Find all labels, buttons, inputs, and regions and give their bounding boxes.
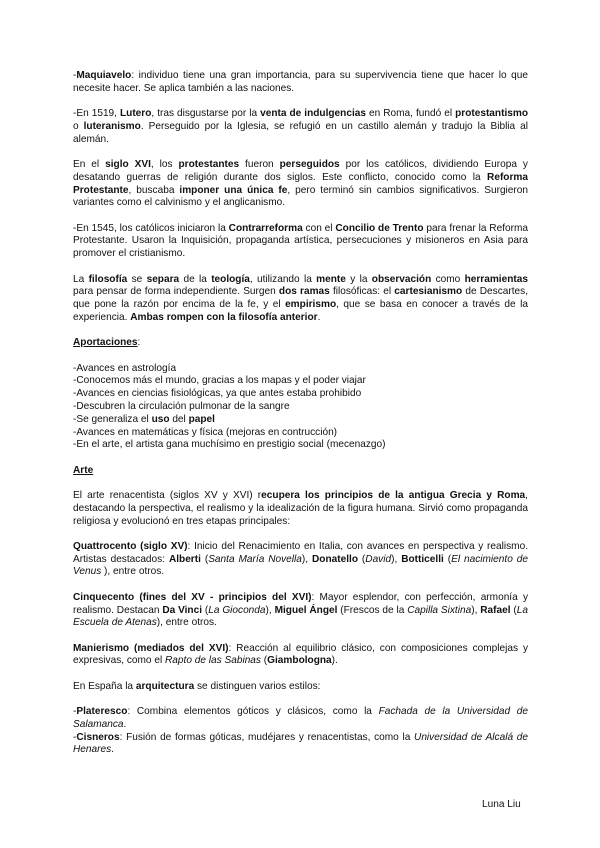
emphasis-text: filosofía xyxy=(88,273,128,285)
text-run: se xyxy=(127,273,147,285)
text-run: : individuo tiene una gran importancia, para su supervivencia tiene que hacer lo que necesite hacer. Se aplica también a las naciones. xyxy=(73,70,528,94)
text-run: -En 1545, los católicos iniciaron la xyxy=(73,222,229,234)
emphasis-text: Capilla Sixtina xyxy=(407,604,472,616)
emphasis-text: teología xyxy=(211,273,250,285)
paragraph xyxy=(73,159,528,210)
emphasis-text: Quattrocento (siglo XV) xyxy=(73,540,188,552)
text-run: con el xyxy=(302,222,336,234)
list-item xyxy=(73,439,528,452)
document-body xyxy=(73,70,528,757)
emphasis-text: Rapto de las Sabinas xyxy=(165,655,261,667)
text-run: ). xyxy=(331,655,338,667)
paragraph xyxy=(73,592,528,630)
text-run: , que se basa en conocer a través de la experiencia. xyxy=(73,299,528,323)
emphasis-text: Concilio de Trento xyxy=(335,222,424,234)
text-run: ( xyxy=(510,604,517,616)
paragraph-spacer xyxy=(73,579,528,592)
text-run: , utilizando la xyxy=(249,273,317,285)
text-run: o xyxy=(73,120,84,132)
emphasis-text: La Escuela de Atenas xyxy=(73,604,528,629)
text-run: para frenar la Reforma Protestante. Usaron la Inquisición, propaganda artística, persecuciones y misioneros en Asia para promover el cristianismo. xyxy=(73,222,529,260)
paragraph-spacer xyxy=(73,261,528,274)
text-run: : Inicio del Renacimiento en Italia, con avances en perspectiva y realismo. Artistas destacados: xyxy=(73,540,529,565)
emphasis-text: dos ramas xyxy=(278,286,330,298)
text-run: , tras disgustarse por la xyxy=(151,108,261,120)
text-run: ), xyxy=(301,553,312,565)
emphasis-text: Plateresco xyxy=(76,705,128,717)
text-run: El arte renacentista (siglos XV y XVI) r xyxy=(73,489,262,501)
paragraph xyxy=(73,490,528,528)
paragraph-spacer xyxy=(73,477,528,490)
emphasis-text: separa xyxy=(146,273,180,285)
text-run: ( xyxy=(357,553,366,565)
emphasis-text: imponer una única fe xyxy=(179,184,288,196)
text-run: -Avances en astrología xyxy=(73,362,177,374)
paragraph-spacer xyxy=(73,693,528,706)
emphasis-text: Reforma Protestante xyxy=(73,171,528,196)
emphasis-text: Da Vinci xyxy=(162,604,203,616)
paragraph xyxy=(73,732,528,758)
text-run: ( xyxy=(202,604,209,616)
paragraph xyxy=(73,223,528,261)
text-run: fueron xyxy=(239,158,280,170)
text-run: en Roma, fundó el xyxy=(365,108,456,120)
text-run: -Avances en matemáticas y física (mejoras en contrucción) xyxy=(73,426,338,438)
emphasis-text: Fachada de la Universidad de Salamanca xyxy=(73,705,528,730)
emphasis-text: uso xyxy=(151,413,170,425)
text-run: -Se generaliza el xyxy=(73,413,152,425)
text-run: de Descartes, que pone la razón por encima de la fe, y el xyxy=(73,286,529,311)
emphasis-text: Universidad de Alcalá de Henares xyxy=(73,731,528,756)
emphasis-text: Rafael xyxy=(480,604,511,616)
emphasis-text: empirismo xyxy=(285,299,337,311)
text-run: -En 1519, xyxy=(73,108,120,120)
text-run: -Descubren la circulación pulmonar de la sangre xyxy=(73,400,290,412)
text-run: . xyxy=(123,718,127,730)
emphasis-text: Lutero xyxy=(119,108,152,120)
text-run: ), xyxy=(471,604,481,616)
emphasis-text: perseguidos xyxy=(279,158,340,170)
emphasis-text: Giambologna xyxy=(267,655,332,667)
text-run: -En el arte, el artista gana muchísimo en prestigio social (mecenazgo) xyxy=(73,439,386,451)
text-run: para pensar de forma independiente. Surgen xyxy=(73,286,279,298)
text-run: del xyxy=(169,413,189,425)
text-run: : xyxy=(137,337,141,349)
text-run: y la xyxy=(345,273,372,285)
text-run: ), entre otros. xyxy=(101,566,165,578)
emphasis-text: Contrarreforma xyxy=(228,222,303,234)
paragraph-spacer xyxy=(73,96,528,109)
emphasis-text: Cisneros xyxy=(76,731,120,743)
text-run: ), xyxy=(391,553,402,565)
list-item xyxy=(73,401,528,414)
paragraph-spacer xyxy=(73,528,528,541)
paragraph xyxy=(73,643,528,669)
text-run: . Perseguido por la Iglesia, se refugió en un castillo alemán y tradujo la Biblia al alemán. xyxy=(73,120,528,145)
emphasis-text: Maquiavelo xyxy=(76,70,132,81)
text-run: : Mayor esplendor, con perfección, armonía y realismo. Destacan xyxy=(73,591,528,616)
text-run: : Combina elementos góticos y clásicos, como la xyxy=(127,705,379,717)
text-run: , destacando la perspectiva, el realismo y la idealización de la figura humana. Sirvió como propaganda religiosa y evolucionó en tres etapas principales: xyxy=(73,489,528,527)
text-run: filosóficas: el xyxy=(329,286,395,298)
text-run: ), xyxy=(265,604,275,616)
text-run: como xyxy=(431,273,465,285)
text-run: por los católicos, dividiendo Europa y desatando guerras de religión durante dos siglos. Este conflicto, conocido como la xyxy=(73,158,528,183)
text-run: de la xyxy=(179,273,212,285)
emphasis-text: Arte xyxy=(73,464,94,476)
emphasis-text: siglo XVI xyxy=(105,158,151,170)
emphasis-text: mente xyxy=(316,273,346,285)
emphasis-text: Aportaciones xyxy=(73,337,138,349)
emphasis-text: El nacimiento de Venus xyxy=(73,553,528,578)
text-run: , pero terminó sin cambios significativos. Surgieron variantes como el calvinismo y el anglicanismo. xyxy=(73,184,528,209)
paragraph-spacer xyxy=(73,452,528,465)
text-run: - xyxy=(73,70,77,81)
paragraph xyxy=(73,108,528,146)
list-item xyxy=(73,388,528,401)
paragraph-spacer xyxy=(73,146,528,159)
emphasis-text: ecupera los principios de la antigua Grecia y Roma xyxy=(261,489,526,501)
emphasis-text: venta de indulgencias xyxy=(260,108,366,120)
emphasis-text: Miguel Ángel xyxy=(274,604,338,616)
list-item xyxy=(73,363,528,376)
text-run: : Reacción al equilibrio clásico, con composiciones complejas y expresivas, como el xyxy=(73,642,528,667)
text-run: ( xyxy=(443,553,452,565)
emphasis-text: luteranismo xyxy=(83,120,141,132)
emphasis-text: protestantismo xyxy=(455,108,529,120)
paragraph-spacer xyxy=(73,668,528,681)
paragraph xyxy=(73,70,528,96)
emphasis-text: Donatello xyxy=(312,553,358,565)
paragraph-spacer xyxy=(73,350,528,363)
emphasis-text: Cinquecento (fines del XV - principios del XVI) xyxy=(73,591,312,603)
emphasis-text: Manierismo (mediados del XVI) xyxy=(73,642,229,654)
text-run: - xyxy=(73,731,77,743)
paragraph xyxy=(73,274,528,325)
text-run: : Fusión de formas góticas, mudéjares y renacentistas, como la xyxy=(119,731,415,743)
emphasis-text: Botticelli xyxy=(401,553,444,565)
section-heading xyxy=(73,337,528,350)
emphasis-text: David xyxy=(365,553,392,565)
text-run: , buscaba xyxy=(128,184,180,196)
text-run: En el xyxy=(73,158,106,170)
text-run: , los xyxy=(150,158,179,170)
emphasis-text: cartesianismo xyxy=(394,286,463,298)
paragraph-spacer xyxy=(73,630,528,643)
text-run: . xyxy=(317,311,321,323)
text-run: En España la xyxy=(73,680,136,692)
emphasis-text: Santa María Novella xyxy=(208,553,302,565)
text-run: -Conocemos más el mundo, gracias a los mapas y el poder viajar xyxy=(73,375,366,387)
paragraph xyxy=(73,681,528,694)
paragraph-spacer xyxy=(73,325,528,338)
text-run: ( xyxy=(200,553,209,565)
emphasis-text: papel xyxy=(188,413,215,425)
text-run: -Avances en ciencias fisiológicas, ya que antes estaba prohibido xyxy=(73,388,362,400)
text-run: se distinguen varios estilos: xyxy=(194,680,321,692)
text-run: - xyxy=(73,705,77,717)
text-run: (Frescos de la xyxy=(337,604,408,616)
text-run: La xyxy=(73,273,89,285)
list-item xyxy=(73,414,528,427)
text-run: ), entre otros. xyxy=(156,617,217,629)
emphasis-text: La Gioconda xyxy=(208,604,266,616)
text-run: ( xyxy=(260,655,268,667)
paragraph xyxy=(73,706,528,732)
text-run: . xyxy=(111,744,114,756)
list-item xyxy=(73,375,528,388)
emphasis-text: arquitectura xyxy=(135,680,195,692)
list-item xyxy=(73,427,528,440)
emphasis-text: Ambas rompen con la filosofía anterior xyxy=(130,311,318,323)
paragraph-spacer xyxy=(73,210,528,223)
paragraph xyxy=(73,541,528,579)
emphasis-text: protestantes xyxy=(178,158,240,170)
emphasis-text: observación xyxy=(371,273,432,285)
footer-author: Luna Liu xyxy=(482,799,521,810)
emphasis-text: herramientas xyxy=(464,273,528,285)
emphasis-text: Alberti xyxy=(168,553,201,565)
section-heading xyxy=(73,465,528,478)
